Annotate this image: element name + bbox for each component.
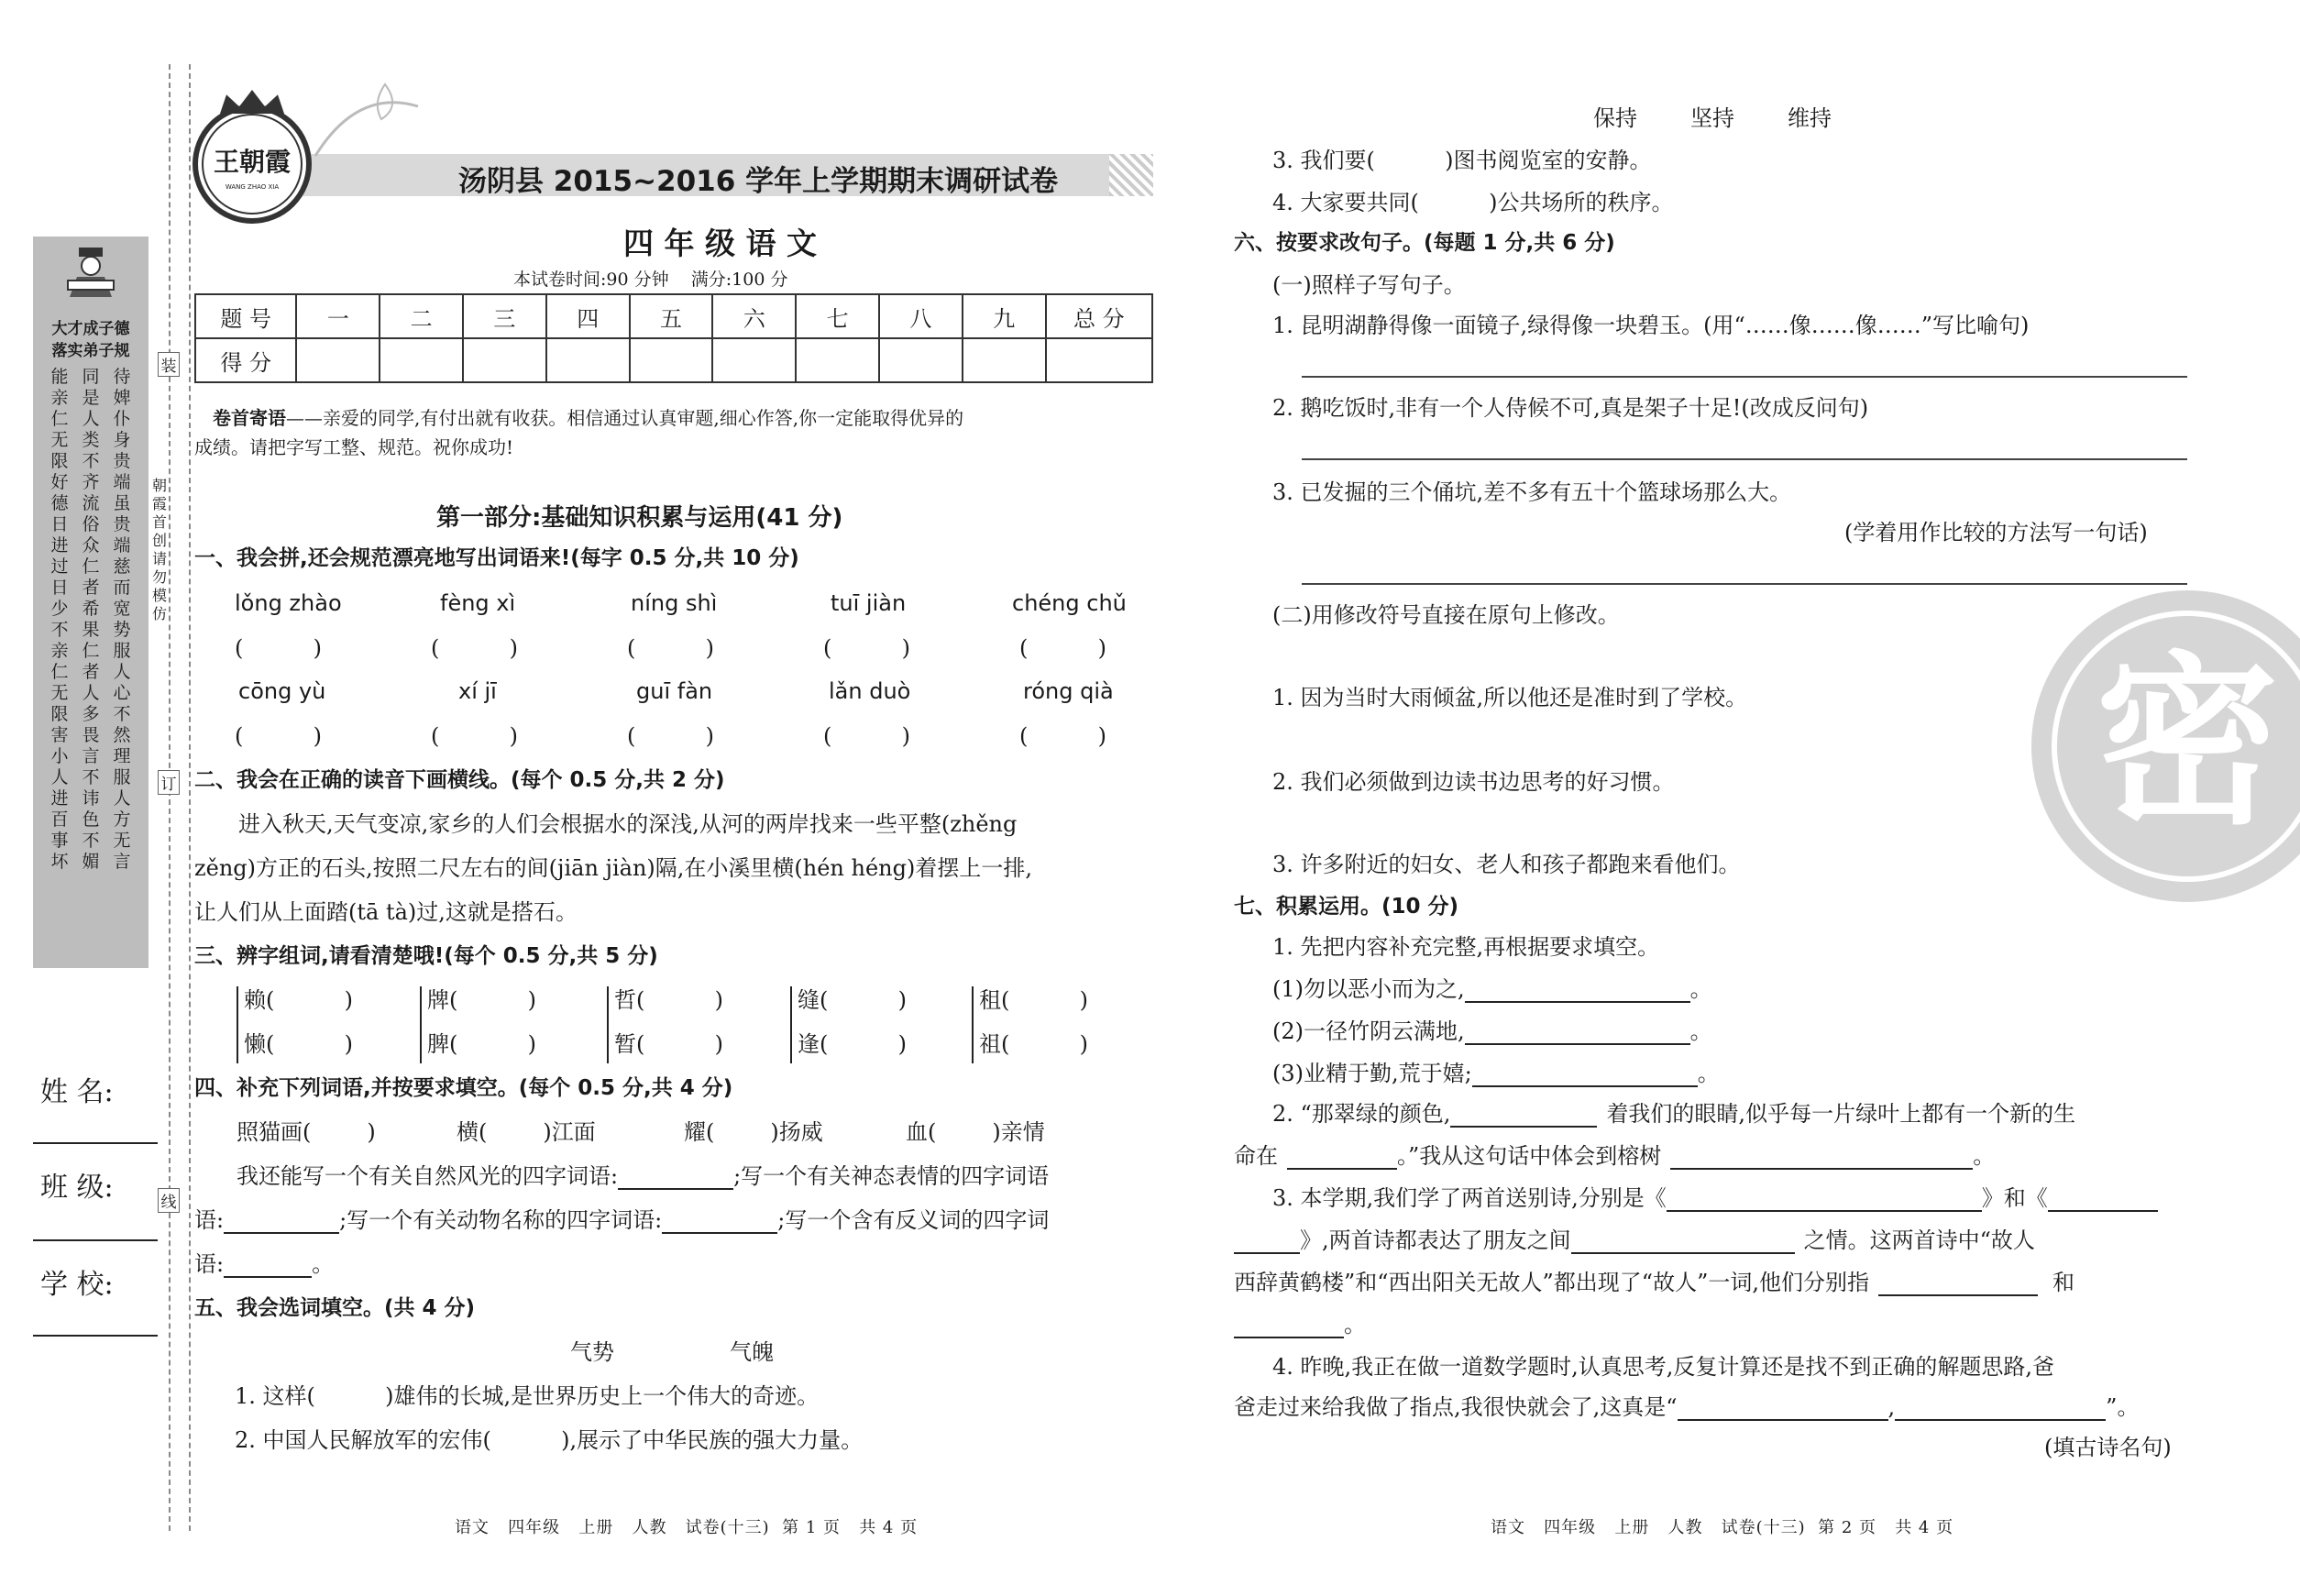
exam-subject: 四 年 级 语 文 [623, 226, 817, 261]
q6-answer-line-1[interactable] [1302, 376, 2187, 378]
q1-pinyin-9: lǎn duò [829, 678, 911, 704]
q4-text: 我还能写一个有关自然风光的四字词语: [237, 1163, 619, 1189]
score-cell[interactable] [380, 338, 463, 382]
q3-bracket [972, 986, 974, 1063]
binding-mark-xian: 线 [158, 1188, 180, 1213]
q1-answer-8[interactable]: ( ) [627, 723, 715, 749]
q7-text: 。 [1344, 1312, 1366, 1337]
score-cell[interactable] [296, 338, 380, 382]
q1-title: 一、我会拼,还会规范漂亮地写出词语来!(每字 0.5 分,共 10 分) [194, 546, 799, 570]
q1-answer-1[interactable]: ( ) [235, 635, 323, 661]
q1-pinyin-8: guī fàn [636, 678, 713, 704]
q6-part1: (一)照样子写句子。 [1272, 272, 1466, 298]
q7-c3-line-3 [1234, 1269, 2074, 1296]
q4-text: 语: [194, 1207, 225, 1233]
title-band-pattern [1109, 154, 1153, 196]
q7-text: 之情。这两首诗中“故人 [1803, 1227, 2035, 1253]
score-header-cell: 二 [380, 294, 463, 338]
q3-item[interactable]: 逢( ) [798, 1031, 908, 1057]
q7-text: 命在 [1234, 1143, 1278, 1169]
q6-answer-line-3[interactable] [1302, 583, 2187, 585]
school-input[interactable] [33, 1335, 158, 1337]
q7-fill-2 [1272, 1018, 1712, 1045]
score-header-cell: 八 [879, 294, 963, 338]
name-label: 姓 名: [40, 1076, 114, 1108]
score-cell[interactable] [463, 338, 546, 382]
q3-item[interactable]: 赖( ) [244, 987, 354, 1013]
q7-blank[interactable] [1287, 1144, 1397, 1170]
score-cell[interactable] [1046, 338, 1152, 382]
score-header-cell: 三 [463, 294, 546, 338]
q6-sentence-1: 1. 昆明湖静得像一面镜子,绿得像一块碧玉。(用“……像……像……”写比喻句) [1272, 313, 2030, 338]
q7-text: 西辞黄鹤楼”和“西出阳关无故人”都出现了“故人”一词,他们分别指 [1234, 1270, 1869, 1295]
q3-item[interactable]: 懒( ) [244, 1031, 354, 1057]
score-cell[interactable] [546, 338, 630, 382]
confidential-seal [2031, 590, 2300, 902]
score-header-cell: 四 [546, 294, 630, 338]
score-cell[interactable] [879, 338, 963, 382]
motto-column: 同是人 类不齐 流俗众 仁者希 果仁者 人多畏 言不讳 色不媚 [82, 367, 100, 872]
q7-title: 七、积累运用。(10 分) [1234, 895, 1459, 919]
q3-item[interactable]: 缝( ) [798, 987, 908, 1013]
q7-text: 着我们的眼睛,似乎每一片绿叶上都有一个新的生 [1606, 1101, 2076, 1127]
q1-answer-4[interactable]: ( ) [823, 635, 911, 661]
score-cell[interactable] [963, 338, 1046, 382]
q1-pinyin-5: chéng chǔ [1012, 590, 1127, 616]
q4-text: 。 [312, 1251, 335, 1277]
q1-answer-7[interactable]: ( ) [431, 723, 519, 749]
q3-item[interactable]: 牌( ) [427, 987, 537, 1013]
class-label: 班 级: [40, 1172, 114, 1204]
q5-word-option: 气魄 [730, 1339, 774, 1365]
binding-mark-zhuang: 装 [158, 352, 180, 377]
q4-idiom[interactable]: 横( )江面 [457, 1119, 596, 1145]
q1-answer-2[interactable]: ( ) [431, 635, 519, 661]
q7-text: 爸走过来给我做了指点,我很快就会了,这真是“ [1234, 1394, 1678, 1420]
score-header-cell: 题 号 [195, 294, 296, 338]
q1-pinyin-6: cōng yù [238, 678, 326, 704]
score-row-label: 得 分 [195, 338, 296, 382]
logo-subtext: WANG ZHAO XIA [225, 183, 280, 191]
q3-item[interactable]: 哲( ) [614, 987, 724, 1013]
q6-title: 六、按要求改句子。(每题 1 分,共 6 分) [1234, 231, 1615, 255]
score-table-score-row [195, 338, 1152, 382]
q1-pinyin-4: tuī jiàn [831, 590, 907, 616]
q3-title: 三、辨字组词,请看清楚哦!(每个 0.5 分,共 5 分) [194, 944, 658, 968]
q6-sentence-3: 3. 已发掘的三个俑坑,差不多有五十个篮球场那么大。 [1272, 479, 1792, 505]
q4-text: ;写一个含有反义词的四字词 [777, 1207, 1050, 1233]
q4-text: 语: [194, 1251, 225, 1277]
q6-revise-3[interactable]: 3. 许多附近的妇女、老人和孩子都跑来看他们。 [1272, 852, 1741, 877]
q3-bracket [790, 986, 792, 1063]
q7-text: 和 [2052, 1270, 2074, 1295]
score-cell[interactable] [796, 338, 879, 382]
q7-text: (3)业精于勤,荒于嬉; [1272, 1061, 1472, 1086]
q2-title: 二、我会在正确的读音下画横线。(每个 0.5 分,共 2 分) [194, 768, 725, 792]
q7-text: 。 [1697, 1061, 1720, 1086]
q7-text: , [1887, 1394, 1896, 1420]
footer-left: 语文 四年级 上册 人教 试卷(十三) 第 1 页 共 4 页 [455, 1518, 919, 1537]
q6-sentence-2: 2. 鹅吃饭时,非有一个人侍候不可,真是架子十足!(改成反问句) [1272, 395, 1869, 421]
logo-crown [220, 90, 284, 114]
q1-answer-6[interactable]: ( ) [235, 723, 323, 749]
q7-blank[interactable] [1878, 1271, 2038, 1296]
preface [213, 403, 963, 433]
q5-word-option: 保持 [1593, 105, 1637, 131]
q7-c3-line-2 [1234, 1227, 2035, 1254]
score-cell[interactable] [712, 338, 796, 382]
scholar-figure-icon [61, 244, 121, 299]
q3-item[interactable]: 脾( ) [427, 1031, 537, 1057]
q4-text: ;写一个有关神态表情的四字词语 [733, 1163, 1050, 1189]
q6-part2: (二)用修改符号直接在原句上修改。 [1272, 602, 1620, 628]
q4-idiom[interactable]: 照猫画( ) [237, 1119, 376, 1145]
q6-sentence-3-note: (学着用作比较的方法写一句话) [1844, 520, 2148, 545]
q3-bracket [237, 986, 238, 1063]
q1-pinyin-7: xí jī [458, 678, 497, 704]
q4-blank[interactable] [662, 1208, 777, 1234]
q1-pinyin-10: róng qià [1023, 678, 1114, 704]
q7-c2-line-1 [1272, 1100, 2075, 1128]
q7-text: 3. 本学期,我们学了两首送别诗,分别是《 [1272, 1185, 1667, 1211]
exam-title: 汤阴县 2015~2016 学年上学期期末调研试卷 [458, 165, 1059, 198]
q1-pinyin-2: fèng xì [440, 590, 516, 616]
q7-blank[interactable] [1667, 1186, 1982, 1212]
q1-answer-10[interactable]: ( ) [1019, 723, 1107, 749]
score-header-cell: 总 分 [1046, 294, 1152, 338]
q4-text: ;写一个有关动物名称的四字词语: [339, 1207, 663, 1233]
q4-blank[interactable] [224, 1252, 312, 1278]
q7-blank[interactable] [2048, 1186, 2158, 1212]
q5-sentence-2[interactable]: 2. 中国人民解放军的宏伟( ),展示了中华民族的强大力量。 [235, 1427, 864, 1453]
q3-bracket [420, 986, 422, 1063]
q3-item[interactable]: 租( ) [979, 987, 1089, 1013]
brand-logo [193, 105, 312, 224]
q5-word-option: 气势 [570, 1339, 614, 1365]
q7-instruction: 1. 先把内容补充完整,再根据要求填空。 [1272, 934, 1660, 960]
motto-title-2: 落实弟子规 [51, 342, 130, 360]
motto-text [50, 367, 141, 953]
q7-blank[interactable] [1465, 1019, 1690, 1045]
q7-blank[interactable] [1670, 1144, 1973, 1170]
binding-mark-ding: 订 [158, 770, 180, 795]
q7-blank[interactable] [1472, 1062, 1698, 1087]
q7-text: 2. “那翠绿的颜色, [1272, 1101, 1451, 1127]
score-table-header-row [195, 294, 1152, 338]
q3-item[interactable]: 暂( ) [614, 1031, 724, 1057]
q7-text: 。 [1689, 1018, 1712, 1044]
q4-blank[interactable] [224, 1208, 339, 1234]
q7-blank[interactable] [1571, 1228, 1795, 1254]
binding-line-inner [189, 64, 191, 1531]
motto-title-1: 大才成子德 [51, 320, 130, 338]
q7-c2-line-2 [1234, 1142, 1995, 1170]
q1-pinyin-1: lǒng zhào [235, 590, 342, 616]
score-table [194, 293, 1153, 383]
q7-fill-3 [1272, 1060, 1720, 1087]
q7-text: 。”我从这句话中体会到榕树 [1397, 1143, 1662, 1169]
q7-text: 》,两首诗都表达了朋友之间 [1300, 1227, 1571, 1253]
q7-blank[interactable] [1234, 1228, 1300, 1254]
exam-meta: 本试卷时间:90 分钟 满分:100 分 [513, 270, 788, 290]
q6-answer-line-2[interactable] [1302, 458, 2187, 460]
q7-blank[interactable] [1234, 1313, 1344, 1338]
q2-passage-line: 进入秋天,天气变凉,家乡的人们会根据水的深浅,从河的两岸找来一些平整(zhěng [238, 811, 1018, 837]
ribbon-decoration-icon [312, 79, 422, 158]
q1-answer-3[interactable]: ( ) [627, 635, 715, 661]
q4-idiom[interactable]: 耀( )扬威 [684, 1119, 823, 1145]
q5-word-option: 维持 [1788, 105, 1832, 131]
q7-c3-line-1 [1272, 1184, 2158, 1212]
q2-passage-line: 让人们从上面踏(tā tà)过,这就是搭石。 [194, 899, 578, 925]
q5-sentence-1[interactable]: 1. 这样( )雄伟的长城,是世界历史上一个伟大的奇迹。 [235, 1383, 820, 1409]
q7-text: ”。 [2106, 1394, 2140, 1420]
logo-text: 王朝霞 [202, 114, 303, 215]
q7-text: (2)一径竹阴云满地, [1272, 1018, 1465, 1044]
q7-text: (1)勿以恶小而为之, [1272, 976, 1465, 1002]
q7-text: 》和《 [1981, 1185, 2048, 1211]
q7-c4-line-1: 4. 昨晚,我正在做一道数学题时,认真思考,反复计算还是找不到正确的解题思路,爸 [1272, 1354, 2055, 1380]
q5-sentence-3[interactable]: 3. 我们要( )图书阅览室的安静。 [1272, 148, 1652, 173]
motto-box [33, 237, 149, 968]
q7-blank[interactable] [1465, 977, 1690, 1003]
preface-label: 卷首寄语 [213, 407, 286, 429]
q4-line-2 [194, 1206, 1049, 1234]
score-header-cell: 七 [796, 294, 879, 338]
q2-passage-line: zěng)方正的石头,按照二尺左右的间(jiān jiàn)隔,在小溪里横(hén héng)着摆上一排, [194, 855, 1032, 881]
q5-title: 五、我会选词填空。(共 4 分) [194, 1296, 476, 1320]
preface-text: ——亲爱的同学,有付出就有收获。相信通过认真审题,细心作答,你一定能取得优异的 [286, 407, 964, 429]
q7-c4-note: (填古诗名句) [2044, 1435, 2172, 1460]
motto-column: 待婢仆 身贵端 虽贵端 慈而宽 势服人 心不然 理服人 方无言 [113, 367, 131, 872]
seal-character: 密 [2095, 634, 2279, 850]
q3-bracket [607, 986, 609, 1063]
q6-revise-1[interactable]: 1. 因为当时大雨倾盆,所以他还是准时到了学校。 [1272, 685, 1748, 710]
q1-answer-9[interactable]: ( ) [823, 723, 911, 749]
q7-blank[interactable] [1895, 1395, 2106, 1421]
q7-c3-line-4 [1234, 1311, 1366, 1338]
score-header-cell: 六 [712, 294, 796, 338]
q4-line-1 [237, 1162, 1049, 1190]
q7-c4-line-2 [1234, 1393, 2139, 1421]
school-label: 学 校: [40, 1269, 114, 1301]
score-header-cell: 一 [296, 294, 380, 338]
q7-blank[interactable] [1678, 1395, 1888, 1421]
score-cell[interactable] [630, 338, 713, 382]
q4-idiom[interactable]: 血( )亲情 [906, 1119, 1045, 1145]
preface-text-2: 成绩。请把字写工整、规范。祝你成功! [194, 436, 514, 458]
q1-answer-5[interactable]: ( ) [1019, 635, 1107, 661]
q5-sentence-4[interactable]: 4. 大家要共同( )公共场所的秩序。 [1272, 190, 1674, 215]
binding-line-outer [169, 64, 171, 1531]
q4-line-3 [194, 1250, 334, 1278]
q4-title: 四、补充下列词语,并按要求填空。(每个 0.5 分,共 4 分) [194, 1076, 733, 1100]
vertical-note: 朝霞首创 请勿模仿 [151, 477, 167, 622]
q1-pinyin-3: níng shì [631, 590, 718, 616]
q7-blank[interactable] [1450, 1102, 1597, 1128]
footer-right: 语文 四年级 上册 人教 试卷(十三) 第 2 页 共 4 页 [1491, 1518, 1954, 1537]
q5-word-option: 坚持 [1690, 105, 1734, 131]
q6-revise-2[interactable]: 2. 我们必须做到边读书边思考的好习惯。 [1272, 769, 1675, 795]
motto-column: 能亲仁 无限好 德日进 过日少 不亲仁 无限害 小人进 百事坏 [50, 367, 69, 872]
q4-blank[interactable] [618, 1164, 733, 1190]
q7-fill-1 [1272, 975, 1712, 1003]
q7-text: 。 [1973, 1143, 1996, 1169]
score-header-cell: 九 [963, 294, 1046, 338]
section1-title: 第一部分:基础知识积累与运用(41 分) [436, 504, 843, 532]
q7-text: 。 [1689, 976, 1712, 1002]
name-input[interactable] [33, 1142, 158, 1144]
class-input[interactable] [33, 1239, 158, 1241]
score-header-cell: 五 [630, 294, 713, 338]
q3-item[interactable]: 祖( ) [979, 1031, 1089, 1057]
